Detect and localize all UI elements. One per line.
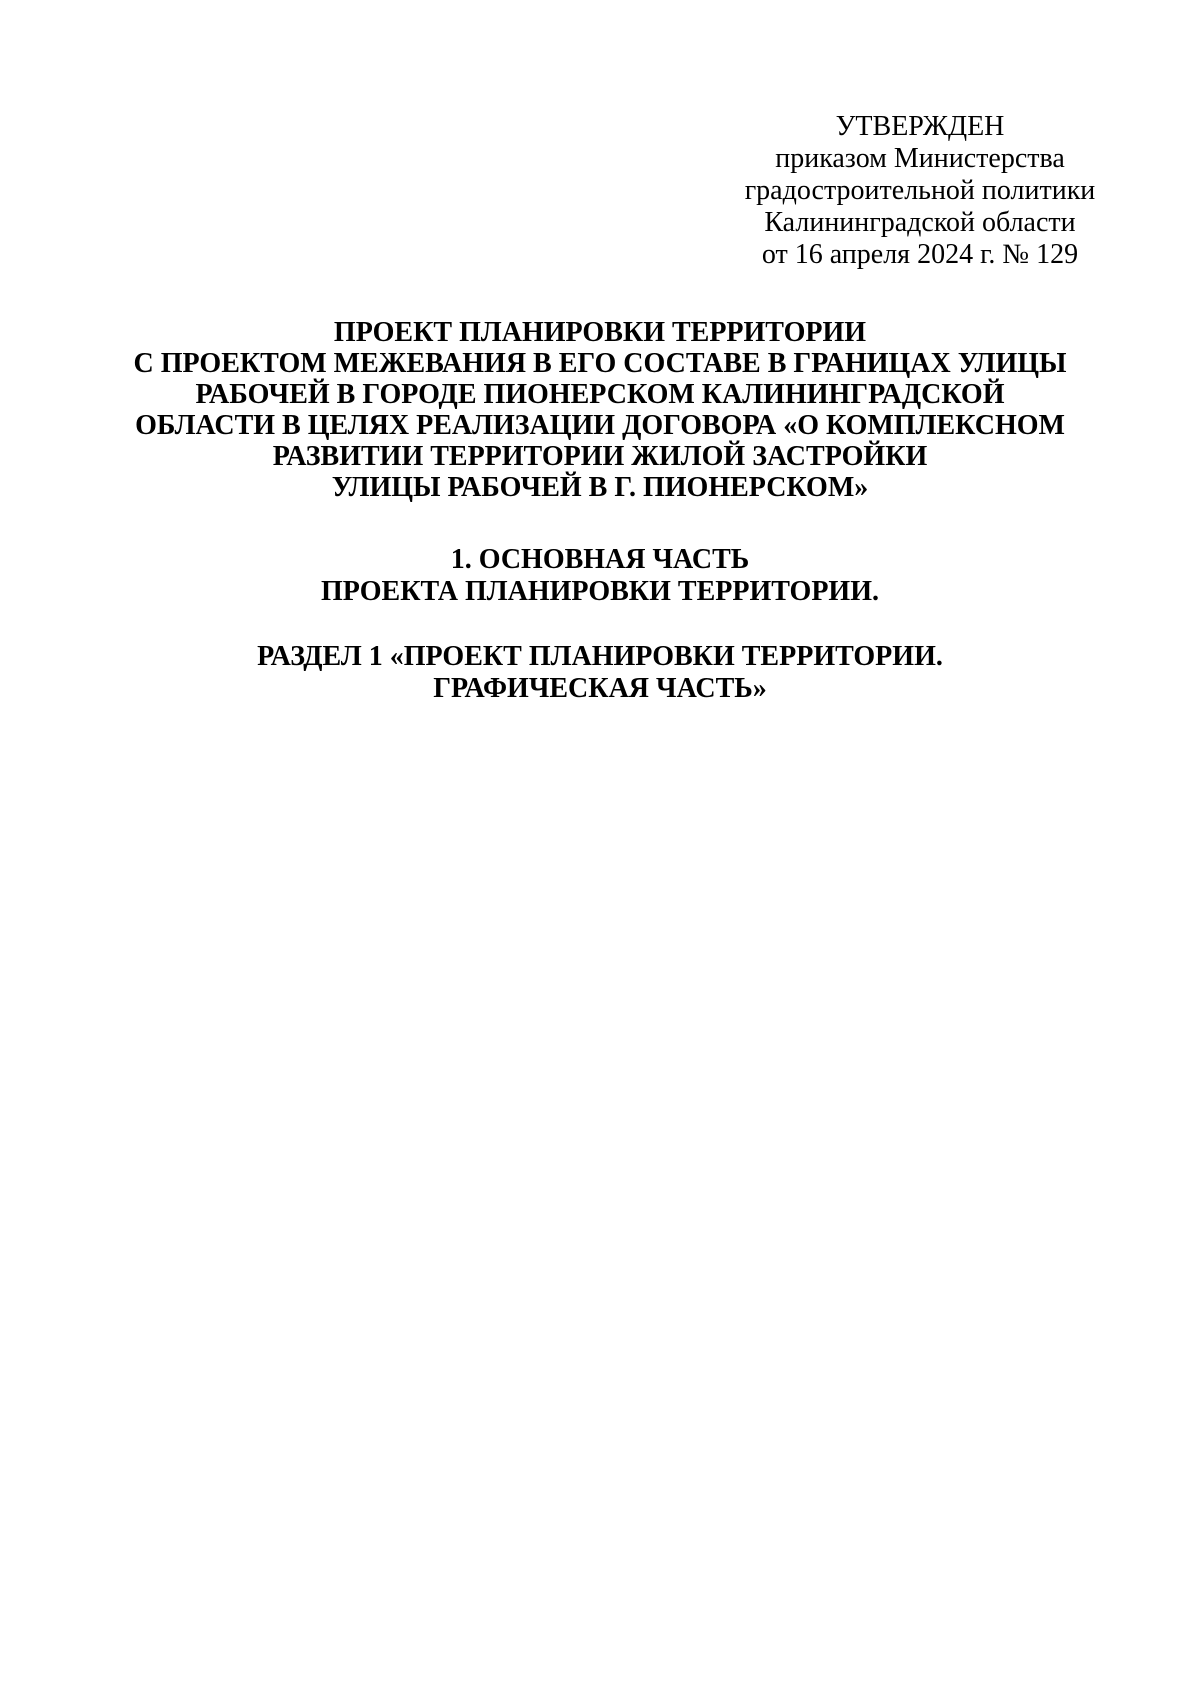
approval-date-line: от 16 апреля 2024 г. № 129 [761, 239, 1079, 270]
title-line: ПРОЕКТ ПЛАНИРОВКИ ТЕРРИТОРИИ [333, 317, 867, 348]
approval-order-line: приказом Министерства [775, 143, 1065, 174]
title-line: РАБОЧЕЙ В ГОРОДЕ ПИОНЕРСКОМ КАЛИНИНГРАДСКОЙ [195, 379, 1005, 410]
section-heading-line: ГРАФИЧЕСКАЯ ЧАСТЬ» [433, 673, 767, 704]
section-heading-line: РАЗДЕЛ 1 «ПРОЕКТ ПЛАНИРОВКИ ТЕРРИТОРИИ. [257, 641, 943, 672]
approval-heading: УТВЕРЖДЕН [835, 111, 1005, 142]
title-line: РАЗВИТИИ ТЕРРИТОРИИ ЖИЛОЙ ЗАСТРОЙКИ [272, 441, 928, 472]
document-title [100, 317, 1100, 503]
approval-ministry-line: градостроительной политики [744, 175, 1096, 206]
part-heading-line: 1. ОСНОВНАЯ ЧАСТЬ [450, 544, 750, 575]
title-line: С ПРОЕКТОМ МЕЖЕВАНИЯ В ЕГО СОСТАВЕ В ГРАНИЦАХ УЛИЦЫ [133, 348, 1067, 379]
title-line: УЛИЦЫ РАБОЧЕЙ В Г. ПИОНЕРСКОМ» [331, 472, 869, 503]
approval-region-line: Калининградской области [764, 207, 1076, 238]
approval-stamp [720, 111, 1120, 271]
section-heading [100, 641, 1100, 705]
part-heading-line: ПРОЕКТА ПЛАНИРОВКИ ТЕРРИТОРИИ. [321, 576, 879, 607]
title-line: ОБЛАСТИ В ЦЕЛЯХ РЕАЛИЗАЦИИ ДОГОВОРА «О КОМПЛЕКСНОМ [135, 410, 1065, 441]
part-heading [100, 544, 1100, 608]
